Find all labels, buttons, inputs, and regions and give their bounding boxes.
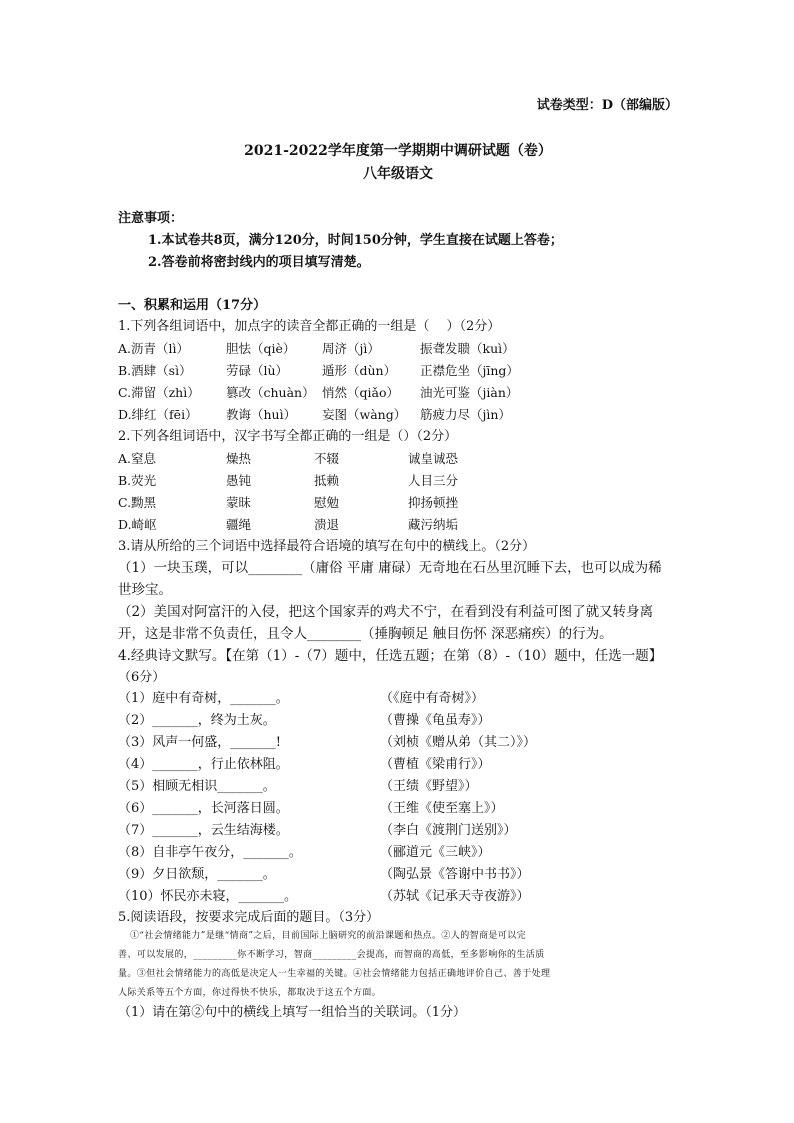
note-item: 2.答卷前将密封线内的项目填写清楚。 [148, 255, 370, 270]
recitation-source: （《庭中有奇树》） [380, 691, 485, 706]
option-cell: 教诲（huì） [226, 407, 297, 422]
recitation-line: （4）_______，行止依林阻。 [118, 757, 289, 772]
exam-type-label: 试卷类型：D（部编版） [536, 98, 678, 113]
question-text-line: 世珍宝。 [118, 582, 172, 598]
passage-line: 量。③但社会情绪能力的高低是决定人一生幸福的关键。④社会情绪能力包括正确地评价自己、善于处理 [118, 969, 551, 979]
recitation-line: （5）相顾无相识_______。 [118, 779, 276, 794]
option-cell: 慰勉 [314, 495, 340, 510]
option-cell: 妄图（wàng） [322, 407, 407, 422]
question-stem: 5.阅读语段，按要求完成后面的题目。（3分） [118, 910, 380, 925]
recitation-source: （苏轼《记承天寺夜游》） [380, 889, 530, 904]
notes-heading: 注意事项： [118, 211, 184, 226]
question-stem: 2.下列各组词语中，汉字书写全都正确的一组是（）（2分） [118, 429, 458, 444]
passage-line: 善、可以发展的，_________你不断学习，智商_________会提高，而智商的高低，至多影响你的生活质 [118, 950, 545, 960]
recitation-source: （曹操《龟虽寿》） [380, 713, 491, 728]
recitation-line: （7）_______，云生结海楼。 [118, 823, 289, 838]
question-stem: 4.经典诗文默写。【在第（1）-（7）题中，任选五题；在第（8）-（10）题中，任选一题】 [118, 648, 663, 664]
question-text-line: 开，这是非常不负责任，且令人________（捶胸顿足 触目伤怀 深恶痛疾）的行为。 [118, 626, 613, 642]
section-heading: 一、积累和运用（17分） [118, 298, 267, 313]
option-cell: 遁形（dùn） [322, 363, 397, 378]
option-cell: 溃退 [314, 517, 340, 532]
option-cell: B.荧光 [118, 473, 157, 488]
option-cell: 蒙昧 [226, 495, 252, 510]
option-cell: 愚钝 [226, 473, 252, 488]
option-cell: B.酒肆（sì） [118, 363, 192, 378]
question-stem: 1.下列各组词语中，加点字的读音全都正确的一组是（ ）（2分） [118, 319, 501, 334]
passage-line: ①“社会情绪能力”是继“情商”之后，目前国际上脑研究的前沿课题和热点。②人的智商是可以完 [130, 931, 527, 941]
option-cell: 燥热 [226, 451, 252, 466]
option-cell: D.绯红（fēi） [118, 407, 198, 422]
exam-subtitle: 八年级语文 [363, 166, 433, 182]
option-cell: 悄然（qiǎo） [322, 385, 399, 400]
recitation-source: （王绩《野望》） [380, 779, 478, 794]
option-cell: 正襟危坐（jīng） [420, 363, 519, 378]
option-cell: 疆绳 [226, 517, 252, 532]
option-cell: 油光可鉴（jiàn） [420, 385, 519, 400]
recitation-line: （1）庭中有奇树，_______。 [118, 691, 289, 706]
option-cell: 胆怯（qiè） [226, 341, 296, 356]
option-cell: 振聋发聩（kuì） [420, 341, 515, 356]
question-stem: 3.请从所给的三个词语中选择最符合语境的填写在句中的横线上。（2分） [118, 539, 536, 554]
option-cell: A.窒息 [118, 451, 157, 466]
recitation-source: （郦道元《三峡》） [380, 845, 491, 860]
question-text-line: （2）美国对阿富汗的入侵，把这个国家弄的鸡犬不宁，在看到没有利益可图了就又转身离 [118, 604, 654, 620]
recitation-line: （2）_______，终为土灰。 [118, 713, 276, 728]
recitation-line: （6）_______，长河落日圆。 [118, 801, 289, 816]
recitation-source: （刘桢《赠从弟（其二）》） [380, 735, 537, 750]
recitation-line: （9）夕日欲颓，_______。 [118, 867, 276, 882]
recitation-line: （10）怀民亦未寝，_______。 [118, 889, 298, 904]
option-cell: 诚皇诚恐 [408, 451, 459, 466]
recitation-line: （3）风声一何盛，_______! [118, 735, 281, 750]
option-cell: 筋疲力尽（jìn） [420, 407, 511, 422]
option-cell: 人目三分 [408, 473, 459, 488]
option-cell: 抵赖 [314, 473, 340, 488]
option-cell: A.沥青（lì） [118, 341, 189, 356]
option-cell: 劳碌（lù） [226, 363, 289, 378]
option-cell: 篡改（chuàn） [226, 385, 315, 400]
question-text-line: （1）一块玉璞，可以________（庸俗 平庸 庸碌）无奇地在石丛里沉睡下去，也可以成为稀 [118, 560, 662, 576]
option-cell: 藏污纳垢 [408, 517, 459, 532]
option-cell: C.滞留（zhì） [118, 385, 200, 400]
option-cell: 抑扬顿挫 [408, 495, 459, 510]
note-item: 1.本试卷共8页，满分120分，时间150分钟，学生直接在试题上答卷； [148, 233, 563, 248]
recitation-source: （陶弘景《答谢中书书》） [380, 867, 530, 882]
question-score: （6分） [118, 670, 166, 685]
recitation-source: （李白《渡荆门送别》） [380, 823, 517, 838]
sub-question: （1）请在第②句中的横线上填写一组恰当的关联词。（1分） [118, 1005, 467, 1020]
option-cell: 不辍 [314, 451, 340, 466]
recitation-source: （王维《使至塞上》） [380, 801, 504, 816]
option-cell: 周济（jì） [322, 341, 380, 356]
exam-title: 2021-2022学年度第一学期期中调研试题（卷） [244, 143, 552, 159]
recitation-source: （曹植《梁甫行》） [380, 757, 491, 772]
option-cell: D.崎岖 [118, 517, 157, 532]
option-cell: C.黝黑 [118, 495, 157, 510]
recitation-line: （8）自非亭午夜分，_______。 [118, 845, 302, 860]
passage-line: 人际关系等五个方面，你过得快不快乐，都取决于这五个方面。 [118, 988, 382, 998]
